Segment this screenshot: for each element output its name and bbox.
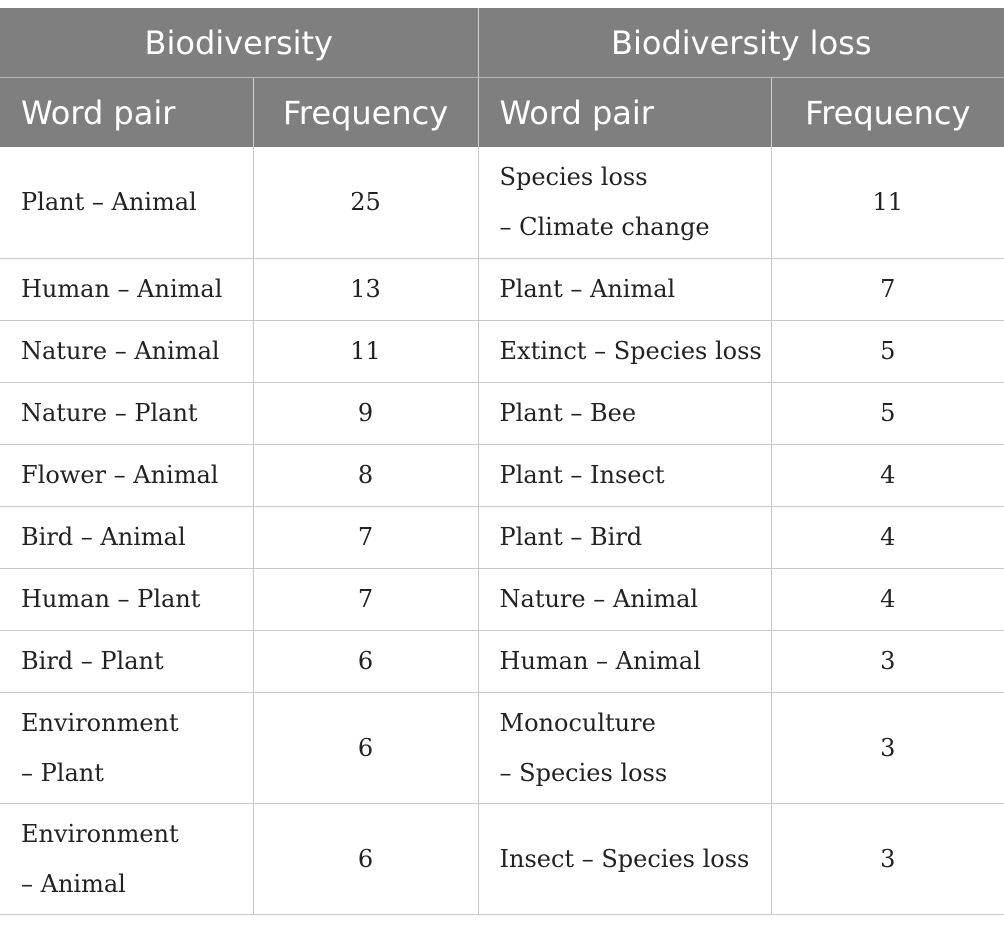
word-pair-text: Flower – Animal xyxy=(21,461,219,489)
table-row xyxy=(0,630,1004,692)
biodiversity-frequency-cell: 25 xyxy=(253,147,478,258)
column-header-frequency: Frequency xyxy=(771,78,1004,148)
table-body xyxy=(0,147,1004,914)
table-row xyxy=(0,568,1004,630)
word-pair-text: Human – Animal xyxy=(21,275,223,303)
column-header-frequency: Frequency xyxy=(253,78,478,148)
biodiversity-word-pair-cell xyxy=(0,382,253,444)
word-pair-text: Nature – Animal xyxy=(21,337,220,365)
group-header-row xyxy=(0,8,1004,78)
word-pair-text: Plant – Bird xyxy=(499,523,643,551)
word-pair-text: Insect – Species loss xyxy=(499,844,750,873)
biodiversity-frequency-cell: 9 xyxy=(253,382,478,444)
word-pair-text: Plant – Insect xyxy=(499,461,665,489)
word-pair-text: Plant – Animal xyxy=(499,275,676,303)
biodiversity-loss-frequency-cell: 5 xyxy=(771,382,1004,444)
biodiversity-frequency-cell: 7 xyxy=(253,506,478,568)
biodiversity-loss-word-pair-cell xyxy=(478,630,771,692)
word-pair-text: Plant – Animal xyxy=(21,188,197,217)
biodiversity-frequency-cell: 13 xyxy=(253,258,478,320)
biodiversity-word-pair-cell xyxy=(0,692,253,803)
biodiversity-loss-word-pair-cell xyxy=(478,444,771,506)
biodiversity-frequency-cell: 6 xyxy=(253,803,478,914)
table-row xyxy=(0,258,1004,320)
table-row xyxy=(0,147,1004,258)
biodiversity-frequency-cell: 11 xyxy=(253,320,478,382)
biodiversity-loss-word-pair-cell xyxy=(478,692,771,803)
biodiversity-loss-frequency-cell: 4 xyxy=(771,444,1004,506)
word-pair-text: – Species loss xyxy=(499,758,668,787)
word-pair-text: Species loss xyxy=(499,163,648,192)
biodiversity-loss-word-pair-cell xyxy=(478,320,771,382)
table-row xyxy=(0,382,1004,444)
column-header-word-pair: Word pair xyxy=(0,78,253,148)
table-row xyxy=(0,692,1004,803)
word-pair-text: Bird – Plant xyxy=(21,647,164,675)
biodiversity-loss-frequency-cell: 3 xyxy=(771,630,1004,692)
group-header-biodiversity-loss: Biodiversity loss xyxy=(478,8,1004,78)
group-header-biodiversity: Biodiversity xyxy=(0,8,478,78)
biodiversity-frequency-cell: 6 xyxy=(253,630,478,692)
word-pair-text: Plant – Bee xyxy=(499,399,637,427)
word-pair-text: – Animal xyxy=(21,869,126,898)
word-pair-text: Nature – Animal xyxy=(499,585,699,613)
biodiversity-loss-frequency-cell: 4 xyxy=(771,506,1004,568)
biodiversity-loss-frequency-cell: 7 xyxy=(771,258,1004,320)
word-pair-text: Environment xyxy=(21,819,179,848)
biodiversity-word-pair-cell xyxy=(0,568,253,630)
biodiversity-word-pair-cell xyxy=(0,147,253,258)
word-pair-frequency-table xyxy=(0,8,1004,915)
biodiversity-loss-frequency-cell: 4 xyxy=(771,568,1004,630)
word-pair-text: Bird – Animal xyxy=(21,523,186,551)
word-pair-text: Extinct – Species loss xyxy=(499,337,762,365)
biodiversity-loss-frequency-cell: 3 xyxy=(771,803,1004,914)
word-pair-text: – Plant xyxy=(21,758,104,787)
word-pair-text: Human – Plant xyxy=(21,585,201,613)
biodiversity-word-pair-cell xyxy=(0,320,253,382)
word-pair-text: Nature – Plant xyxy=(21,399,198,427)
table-row xyxy=(0,320,1004,382)
word-pair-text: – Climate change xyxy=(499,213,710,242)
table-row xyxy=(0,444,1004,506)
biodiversity-loss-word-pair-cell xyxy=(478,568,771,630)
biodiversity-frequency-cell: 7 xyxy=(253,568,478,630)
biodiversity-loss-word-pair-cell xyxy=(478,258,771,320)
biodiversity-frequency-cell: 8 xyxy=(253,444,478,506)
biodiversity-frequency-cell: 6 xyxy=(253,692,478,803)
word-pair-text: Human – Animal xyxy=(499,647,701,675)
biodiversity-word-pair-cell xyxy=(0,803,253,914)
biodiversity-word-pair-cell xyxy=(0,444,253,506)
biodiversity-word-pair-cell xyxy=(0,506,253,568)
biodiversity-loss-word-pair-cell xyxy=(478,147,771,258)
biodiversity-loss-frequency-cell: 3 xyxy=(771,692,1004,803)
table-row xyxy=(0,506,1004,568)
biodiversity-word-pair-cell xyxy=(0,630,253,692)
word-pair-text: Monoculture xyxy=(499,708,656,737)
biodiversity-loss-frequency-cell: 5 xyxy=(771,320,1004,382)
biodiversity-word-pair-cell xyxy=(0,258,253,320)
column-header-row xyxy=(0,78,1004,148)
biodiversity-loss-word-pair-cell xyxy=(478,803,771,914)
biodiversity-loss-word-pair-cell xyxy=(478,506,771,568)
word-pair-text: Environment xyxy=(21,708,179,737)
column-header-word-pair: Word pair xyxy=(478,78,771,148)
table-row xyxy=(0,803,1004,914)
biodiversity-loss-word-pair-cell xyxy=(478,382,771,444)
biodiversity-loss-frequency-cell: 11 xyxy=(771,147,1004,258)
